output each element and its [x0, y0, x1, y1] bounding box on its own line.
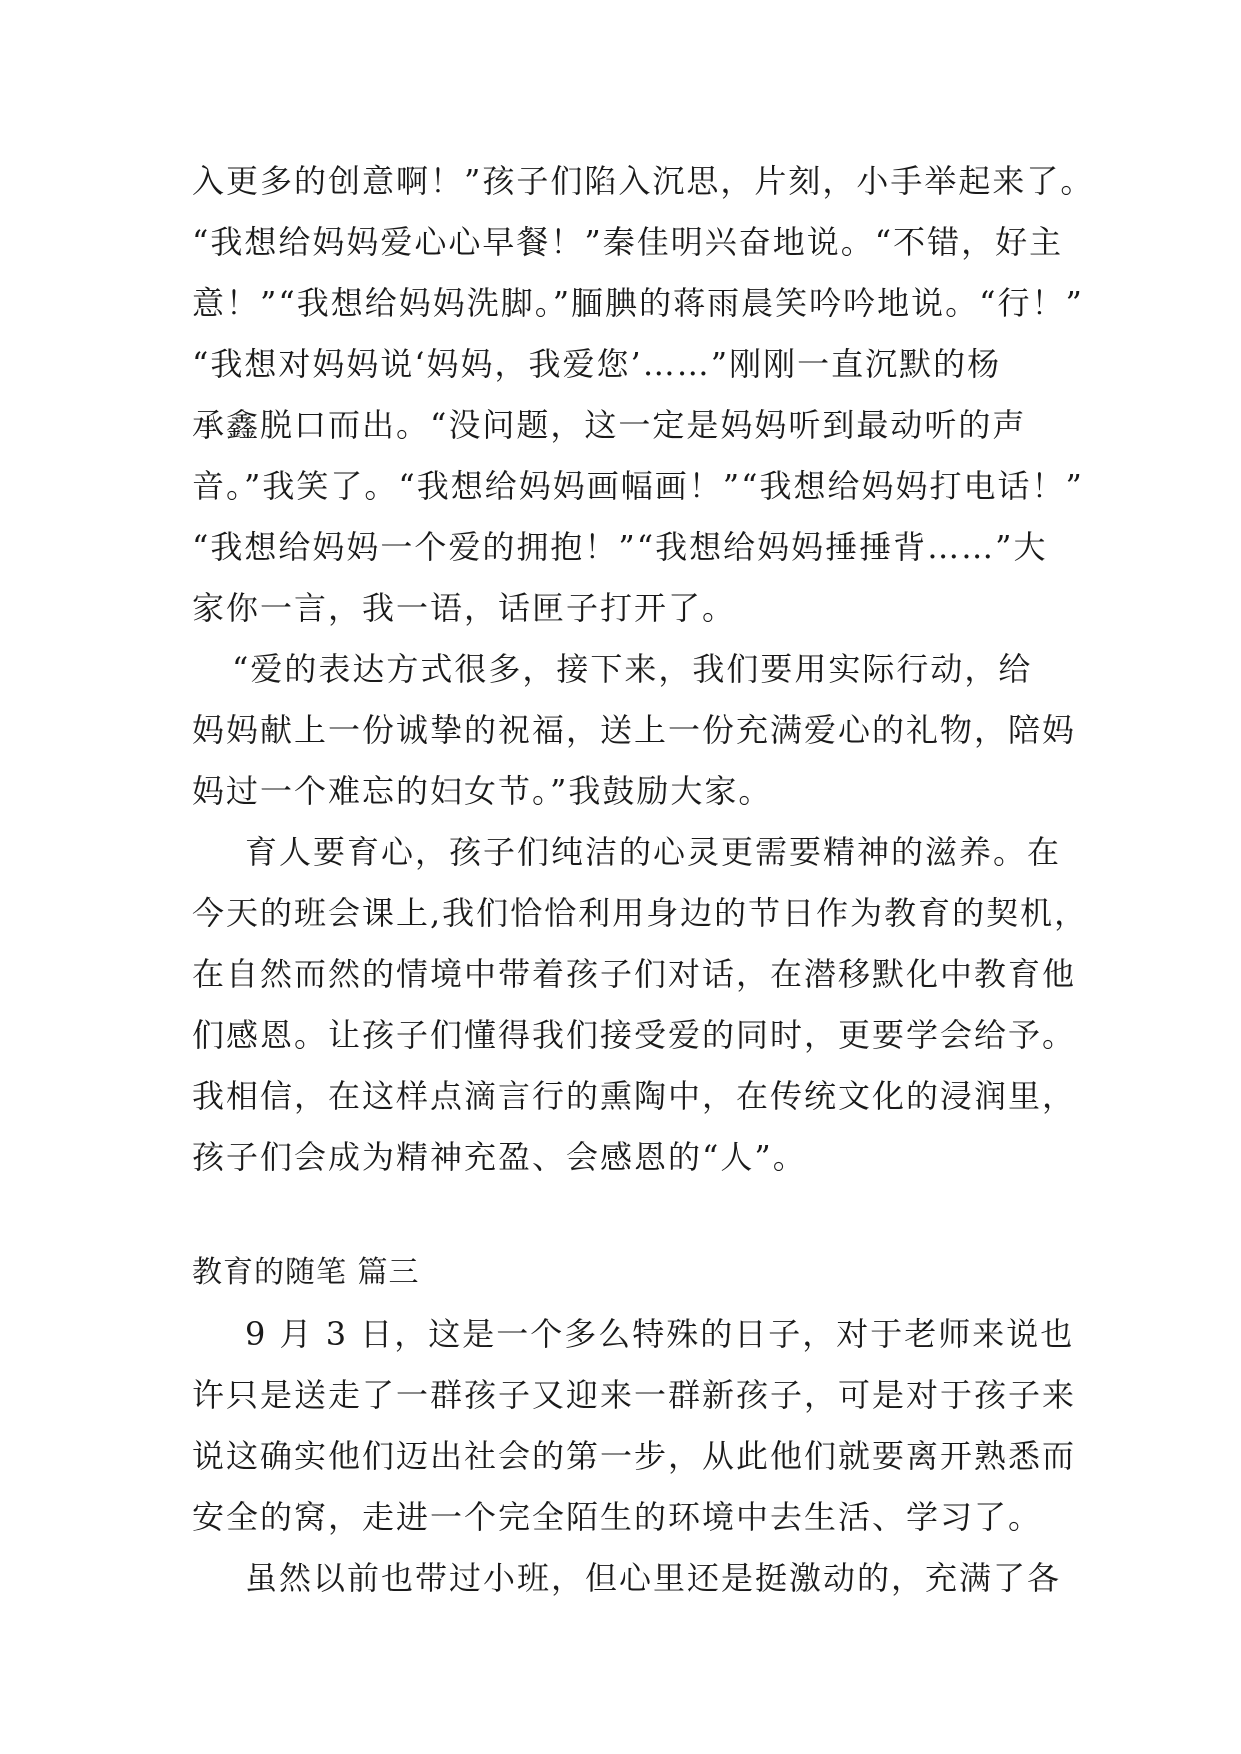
text-line: 许只是送走了一群孩子又迎来一群新孩子，可是对于孩子来: [192, 1376, 1077, 1414]
text-line: 音。”我笑了。“我想给妈妈画幅画！”“我想给妈妈打电话！”: [192, 467, 1084, 505]
text-line: 家你一言，我一语，话匣子打开了。: [192, 589, 737, 627]
text-line: 妈过一个难忘的妇女节。”我鼓励大家。: [192, 772, 773, 810]
text-line: 我相信，在这样点滴言行的熏陶中，在传统文化的浸润里，: [192, 1077, 1077, 1115]
text-line: 安全的窝，走进一个完全陌生的环境中去生活、学习了。: [192, 1498, 1043, 1536]
text-line: 9 月 3 日，这是一个多么特殊的日子，对于老师来说也: [245, 1315, 1075, 1353]
text-line: 妈妈献上一份诚挚的祝福，送上一份充满爱心的礼物，陪妈: [192, 711, 1077, 749]
text-line: 们感恩。让孩子们懂得我们接受爱的同时，更要学会给予。: [192, 1016, 1077, 1054]
text-line: “爱的表达方式很多，接下来，我们要用实际行动，给: [232, 650, 1033, 688]
text-line: “我想对妈妈说‘妈妈，我爱您’……”刚刚一直沉默的杨: [192, 345, 1002, 383]
text-line: 入更多的创意啊！”孩子们陷入沉思，片刻，小手举起来了。: [192, 162, 1095, 200]
text-line: 在自然而然的情境中带着孩子们对话，在潜移默化中教育他: [192, 955, 1077, 993]
text-line: “我想给妈妈爱心心早餐！”秦佳明兴奋地说。“不错，好主: [192, 223, 1064, 261]
section-heading: 教育的随笔 篇三: [192, 1255, 420, 1290]
text-line: 说这确实他们迈出社会的第一步，从此他们就要离开熟悉而: [192, 1437, 1077, 1475]
text-line: 意！”“我想给妈妈洗脚。”腼腆的蒋雨晨笑吟吟地说。“行！”: [192, 284, 1084, 322]
text-line: 今天的班会课上,我们恰恰利用身边的节日作为教育的契机，: [192, 894, 1089, 932]
text-line: “我想给妈妈一个爱的拥抱！”“我想给妈妈捶捶背……”大: [192, 528, 1048, 566]
text-line: 虽然以前也带过小班，但心里还是挺激动的，充满了各: [245, 1559, 1062, 1597]
text-line: 育人要育心，孩子们纯洁的心灵更需要精神的滋养。在: [245, 833, 1062, 871]
text-line: 孩子们会成为精神充盈、会感恩的“人”。: [192, 1138, 807, 1176]
text-line: 承鑫脱口而出。“没问题，这一定是妈妈听到最动听的声: [192, 406, 1027, 444]
